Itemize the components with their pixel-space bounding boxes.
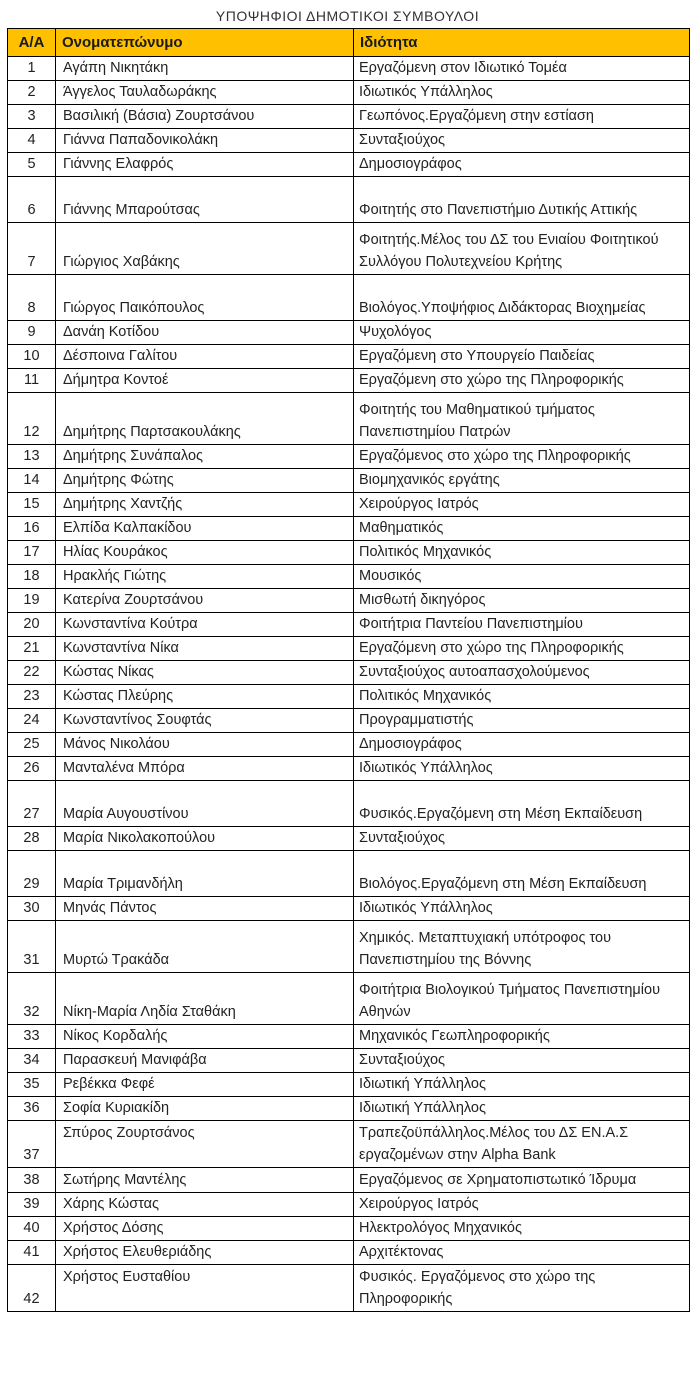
candidate-name: Σοφία Κυριακίδη — [56, 1097, 354, 1121]
candidate-role: Εργαζόμενη στο Υπουργείο Παιδείας — [354, 345, 690, 369]
row-number: 3 — [8, 105, 56, 129]
candidate-role: Εργαζόμενος σε Χρηματοπιστωτικό Ίδρυμα — [354, 1168, 690, 1193]
candidate-name: Μαρία Νικολακοπούλου — [56, 827, 354, 851]
candidate-role: Συνταξιούχος — [354, 129, 690, 153]
table-row — [8, 733, 690, 757]
table-row — [8, 129, 690, 153]
row-number: 16 — [8, 517, 56, 541]
table-row — [8, 81, 690, 105]
candidate-name: Ηρακλής Γιώτης — [56, 565, 354, 589]
row-number: 6 — [8, 177, 56, 223]
row-number: 8 — [8, 275, 56, 321]
row-number: 2 — [8, 81, 56, 105]
candidate-name: Χρήστος Ελευθεριάδης — [56, 1241, 354, 1265]
candidate-role: Χειρούργος Ιατρός — [354, 493, 690, 517]
candidate-name: Σπύρος Ζουρτσάνος — [56, 1121, 354, 1168]
candidate-name: Μανταλένα Μπόρα — [56, 757, 354, 781]
candidate-role: Δημοσιογράφος — [354, 153, 690, 177]
table-row — [8, 57, 690, 81]
table-row — [8, 1049, 690, 1073]
table-row — [8, 921, 690, 973]
row-number: 1 — [8, 57, 56, 81]
candidate-name: Νίκος Κορδαλής — [56, 1025, 354, 1049]
candidate-name: Αγάπη Νικητάκη — [56, 57, 354, 81]
table-row — [8, 637, 690, 661]
row-number: 26 — [8, 757, 56, 781]
candidate-role: Συνταξιούχος — [354, 1049, 690, 1073]
candidate-role: Μισθωτή δικηγόρος — [354, 589, 690, 613]
candidate-role: Ιδιωτική Υπάλληλος — [354, 1097, 690, 1121]
row-number: 11 — [8, 369, 56, 393]
candidate-name: Δημήτρης Παρτσακουλάκης — [56, 393, 354, 445]
row-number: 25 — [8, 733, 56, 757]
row-number: 5 — [8, 153, 56, 177]
row-number: 14 — [8, 469, 56, 493]
table-row — [8, 393, 690, 445]
candidate-role: Φοιτητής στο Πανεπιστήμιο Δυτικής Αττικής — [354, 177, 690, 223]
row-number: 36 — [8, 1097, 56, 1121]
row-number: 9 — [8, 321, 56, 345]
row-number: 35 — [8, 1073, 56, 1097]
row-number: 18 — [8, 565, 56, 589]
table-row — [8, 565, 690, 589]
candidate-role: Χημικός. Μεταπτυχιακή υπότροφος του Πανεπιστημίου της Βόννης — [354, 921, 690, 973]
table-row — [8, 1241, 690, 1265]
candidate-name: Χρήστος Ευσταθίου — [56, 1265, 354, 1312]
candidate-role: Φοιτητής.Μέλος του ΔΣ του Ενιαίου Φοιτητικού Συλλόγου Πολυτεχνείου Κρήτης — [354, 223, 690, 275]
row-number: 40 — [8, 1217, 56, 1241]
candidate-role: Εργαζόμενη στο χώρο της Πληροφορικής — [354, 637, 690, 661]
row-number: 23 — [8, 685, 56, 709]
table-row — [8, 369, 690, 393]
candidate-role: Ιδιωτική Υπάλληλος — [354, 1073, 690, 1097]
table-row — [8, 1097, 690, 1121]
candidate-name: Χρήστος Δόσης — [56, 1217, 354, 1241]
row-number: 32 — [8, 973, 56, 1025]
row-number: 7 — [8, 223, 56, 275]
candidate-name: Γιώργιος Χαβάκης — [56, 223, 354, 275]
candidate-role: Φοιτητής του Μαθηματικού τμήματος Πανεπιστημίου Πατρών — [354, 393, 690, 445]
row-number: 28 — [8, 827, 56, 851]
table-row — [8, 757, 690, 781]
table-row — [8, 973, 690, 1025]
candidate-name: Γιάννης Μπαρούτσας — [56, 177, 354, 223]
candidate-name: Παρασκευή Μανιφάβα — [56, 1049, 354, 1073]
candidate-name: Χάρης Κώστας — [56, 1193, 354, 1217]
candidate-role: Συνταξιούχος — [354, 827, 690, 851]
table-row — [8, 1121, 690, 1168]
candidate-name: Μυρτώ Τρακάδα — [56, 921, 354, 973]
candidate-role: Μαθηματικός — [354, 517, 690, 541]
candidate-role: Αρχιτέκτονας — [354, 1241, 690, 1265]
row-number: 41 — [8, 1241, 56, 1265]
row-number: 17 — [8, 541, 56, 565]
candidate-role: Χειρούργος Ιατρός — [354, 1193, 690, 1217]
column-header-name: Ονοματεπώνυμο — [56, 29, 354, 57]
candidate-role: Τραπεζοϋπάλληλος.Μέλος του ΔΣ ΕΝ.Α.Σ εργαζομένων στην Alpha Bank — [354, 1121, 690, 1168]
row-number: 24 — [8, 709, 56, 733]
candidate-name: Κωνσταντίνα Νίκα — [56, 637, 354, 661]
row-number: 22 — [8, 661, 56, 685]
table-row — [8, 851, 690, 897]
table-row — [8, 1217, 690, 1241]
table-row — [8, 613, 690, 637]
candidate-role: Φυσικός. Εργαζόμενος στο χώρο της Πληροφορικής — [354, 1265, 690, 1312]
candidate-role: Φοιτήτρια Βιολογικού Τμήματος Πανεπιστημίου Αθηνών — [354, 973, 690, 1025]
table-row — [8, 589, 690, 613]
candidate-name: Δημήτρης Φώτης — [56, 469, 354, 493]
table-row — [8, 321, 690, 345]
row-number: 12 — [8, 393, 56, 445]
table-row — [8, 685, 690, 709]
table-row — [8, 105, 690, 129]
candidate-role: Ιδιωτικός Υπάλληλος — [354, 757, 690, 781]
candidate-name: Κατερίνα Ζουρτσάνου — [56, 589, 354, 613]
row-number: 13 — [8, 445, 56, 469]
candidate-name: Κωνσταντίνα Κούτρα — [56, 613, 354, 637]
candidate-role: Γεωπόνος.Εργαζόμενη στην εστίαση — [354, 105, 690, 129]
candidate-name: Γιώργος Παικόπουλος — [56, 275, 354, 321]
candidate-name: Δημήτρης Συνάπαλος — [56, 445, 354, 469]
candidate-role: Πολιτικός Μηχανικός — [354, 541, 690, 565]
row-number: 10 — [8, 345, 56, 369]
candidate-name: Δέσποινα Γαλίτου — [56, 345, 354, 369]
table-row — [8, 223, 690, 275]
table-row — [8, 709, 690, 733]
candidate-name: Κωνσταντίνος Σουφτάς — [56, 709, 354, 733]
table-row — [8, 897, 690, 921]
table-row — [8, 827, 690, 851]
table-row — [8, 177, 690, 223]
row-number: 33 — [8, 1025, 56, 1049]
table-row — [8, 517, 690, 541]
candidate-role: Ηλεκτρολόγος Μηχανικός — [354, 1217, 690, 1241]
candidate-name: Μάνος Νικολάου — [56, 733, 354, 757]
row-number: 20 — [8, 613, 56, 637]
row-number: 39 — [8, 1193, 56, 1217]
candidate-role: Μουσικός — [354, 565, 690, 589]
candidate-name: Μαρία Τριμανδήλη — [56, 851, 354, 897]
table-row — [8, 1265, 690, 1312]
row-number: 4 — [8, 129, 56, 153]
candidate-name: Δημήτρης Χαντζής — [56, 493, 354, 517]
candidate-role: Δημοσιογράφος — [354, 733, 690, 757]
table-header-row — [8, 29, 690, 57]
table-row — [8, 1193, 690, 1217]
table-row — [8, 153, 690, 177]
table-row — [8, 345, 690, 369]
table-row — [8, 781, 690, 827]
table-row — [8, 541, 690, 565]
row-number: 34 — [8, 1049, 56, 1073]
candidate-name: Γιάννης Ελαφρός — [56, 153, 354, 177]
candidate-role: Εργαζόμενη στον Ιδιωτικό Τομέα — [354, 57, 690, 81]
candidate-role: Φυσικός.Εργαζόμενη στη Μέση Εκπαίδευση — [354, 781, 690, 827]
candidate-role: Εργαζόμενη στο χώρο της Πληροφορικής — [354, 369, 690, 393]
table-row — [8, 661, 690, 685]
candidate-name: Μηνάς Πάντος — [56, 897, 354, 921]
row-number: 21 — [8, 637, 56, 661]
row-number: 29 — [8, 851, 56, 897]
candidates-table — [7, 28, 690, 1312]
candidate-role: Πολιτικός Μηχανικός — [354, 685, 690, 709]
candidate-name: Γιάννα Παπαδονικολάκη — [56, 129, 354, 153]
candidate-role: Μηχανικός Γεωπληροφορικής — [354, 1025, 690, 1049]
column-header-role: Ιδιότητα — [354, 29, 690, 57]
table-row — [8, 469, 690, 493]
table-row — [8, 1168, 690, 1193]
candidate-role: Ψυχολόγος — [354, 321, 690, 345]
row-number: 27 — [8, 781, 56, 827]
candidate-name: Ρεβέκκα Φεφέ — [56, 1073, 354, 1097]
row-number: 30 — [8, 897, 56, 921]
row-number: 42 — [8, 1265, 56, 1312]
candidate-role: Ιδιωτικός Υπάλληλος — [354, 81, 690, 105]
table-row — [8, 275, 690, 321]
candidate-name: Μαρία Αυγουστίνου — [56, 781, 354, 827]
candidate-name: Νίκη-Μαρία Ληδία Σταθάκη — [56, 973, 354, 1025]
column-header-number: Α/Α — [8, 29, 56, 57]
table-row — [8, 1073, 690, 1097]
row-number: 19 — [8, 589, 56, 613]
row-number: 37 — [8, 1121, 56, 1168]
row-number: 38 — [8, 1168, 56, 1193]
candidate-name: Ελπίδα Καλπακίδου — [56, 517, 354, 541]
candidate-name: Δανάη Κοτίδου — [56, 321, 354, 345]
page-title: ΥΠΟΨΗΦΙΟΙ ΔΗΜΟΤΙΚΟΙ ΣΥΜΒΟΥΛΟΙ — [215, 8, 480, 24]
table-row — [8, 493, 690, 517]
candidate-name: Κώστας Νίκας — [56, 661, 354, 685]
table-row — [8, 445, 690, 469]
candidate-role: Φοιτήτρια Παντείου Πανεπιστημίου — [354, 613, 690, 637]
row-number: 31 — [8, 921, 56, 973]
candidate-role: Βιολόγος.Υποψήφιος Διδάκτορας Βιοχημείας — [354, 275, 690, 321]
candidate-role: Ιδιωτικός Υπάλληλος — [354, 897, 690, 921]
candidate-role: Συνταξιούχος αυτοαπασχολούμενος — [354, 661, 690, 685]
candidate-name: Σωτήρης Μαντέλης — [56, 1168, 354, 1193]
candidate-role: Προγραμματιστής — [354, 709, 690, 733]
candidate-role: Βιολόγος.Εργαζόμενη στη Μέση Εκπαίδευση — [354, 851, 690, 897]
row-number: 15 — [8, 493, 56, 517]
candidate-name: Ηλίας Κουράκος — [56, 541, 354, 565]
table-row — [8, 1025, 690, 1049]
candidate-role: Εργαζόμενος στο χώρο της Πληροφορικής — [354, 445, 690, 469]
candidate-role: Βιομηχανικός εργάτης — [354, 469, 690, 493]
candidate-name: Δήμητρα Κοντοέ — [56, 369, 354, 393]
candidate-name: Κώστας Πλεύρης — [56, 685, 354, 709]
candidate-name: Βασιλική (Βάσια) Ζουρτσάνου — [56, 105, 354, 129]
candidate-name: Άγγελος Ταυλαδωράκης — [56, 81, 354, 105]
